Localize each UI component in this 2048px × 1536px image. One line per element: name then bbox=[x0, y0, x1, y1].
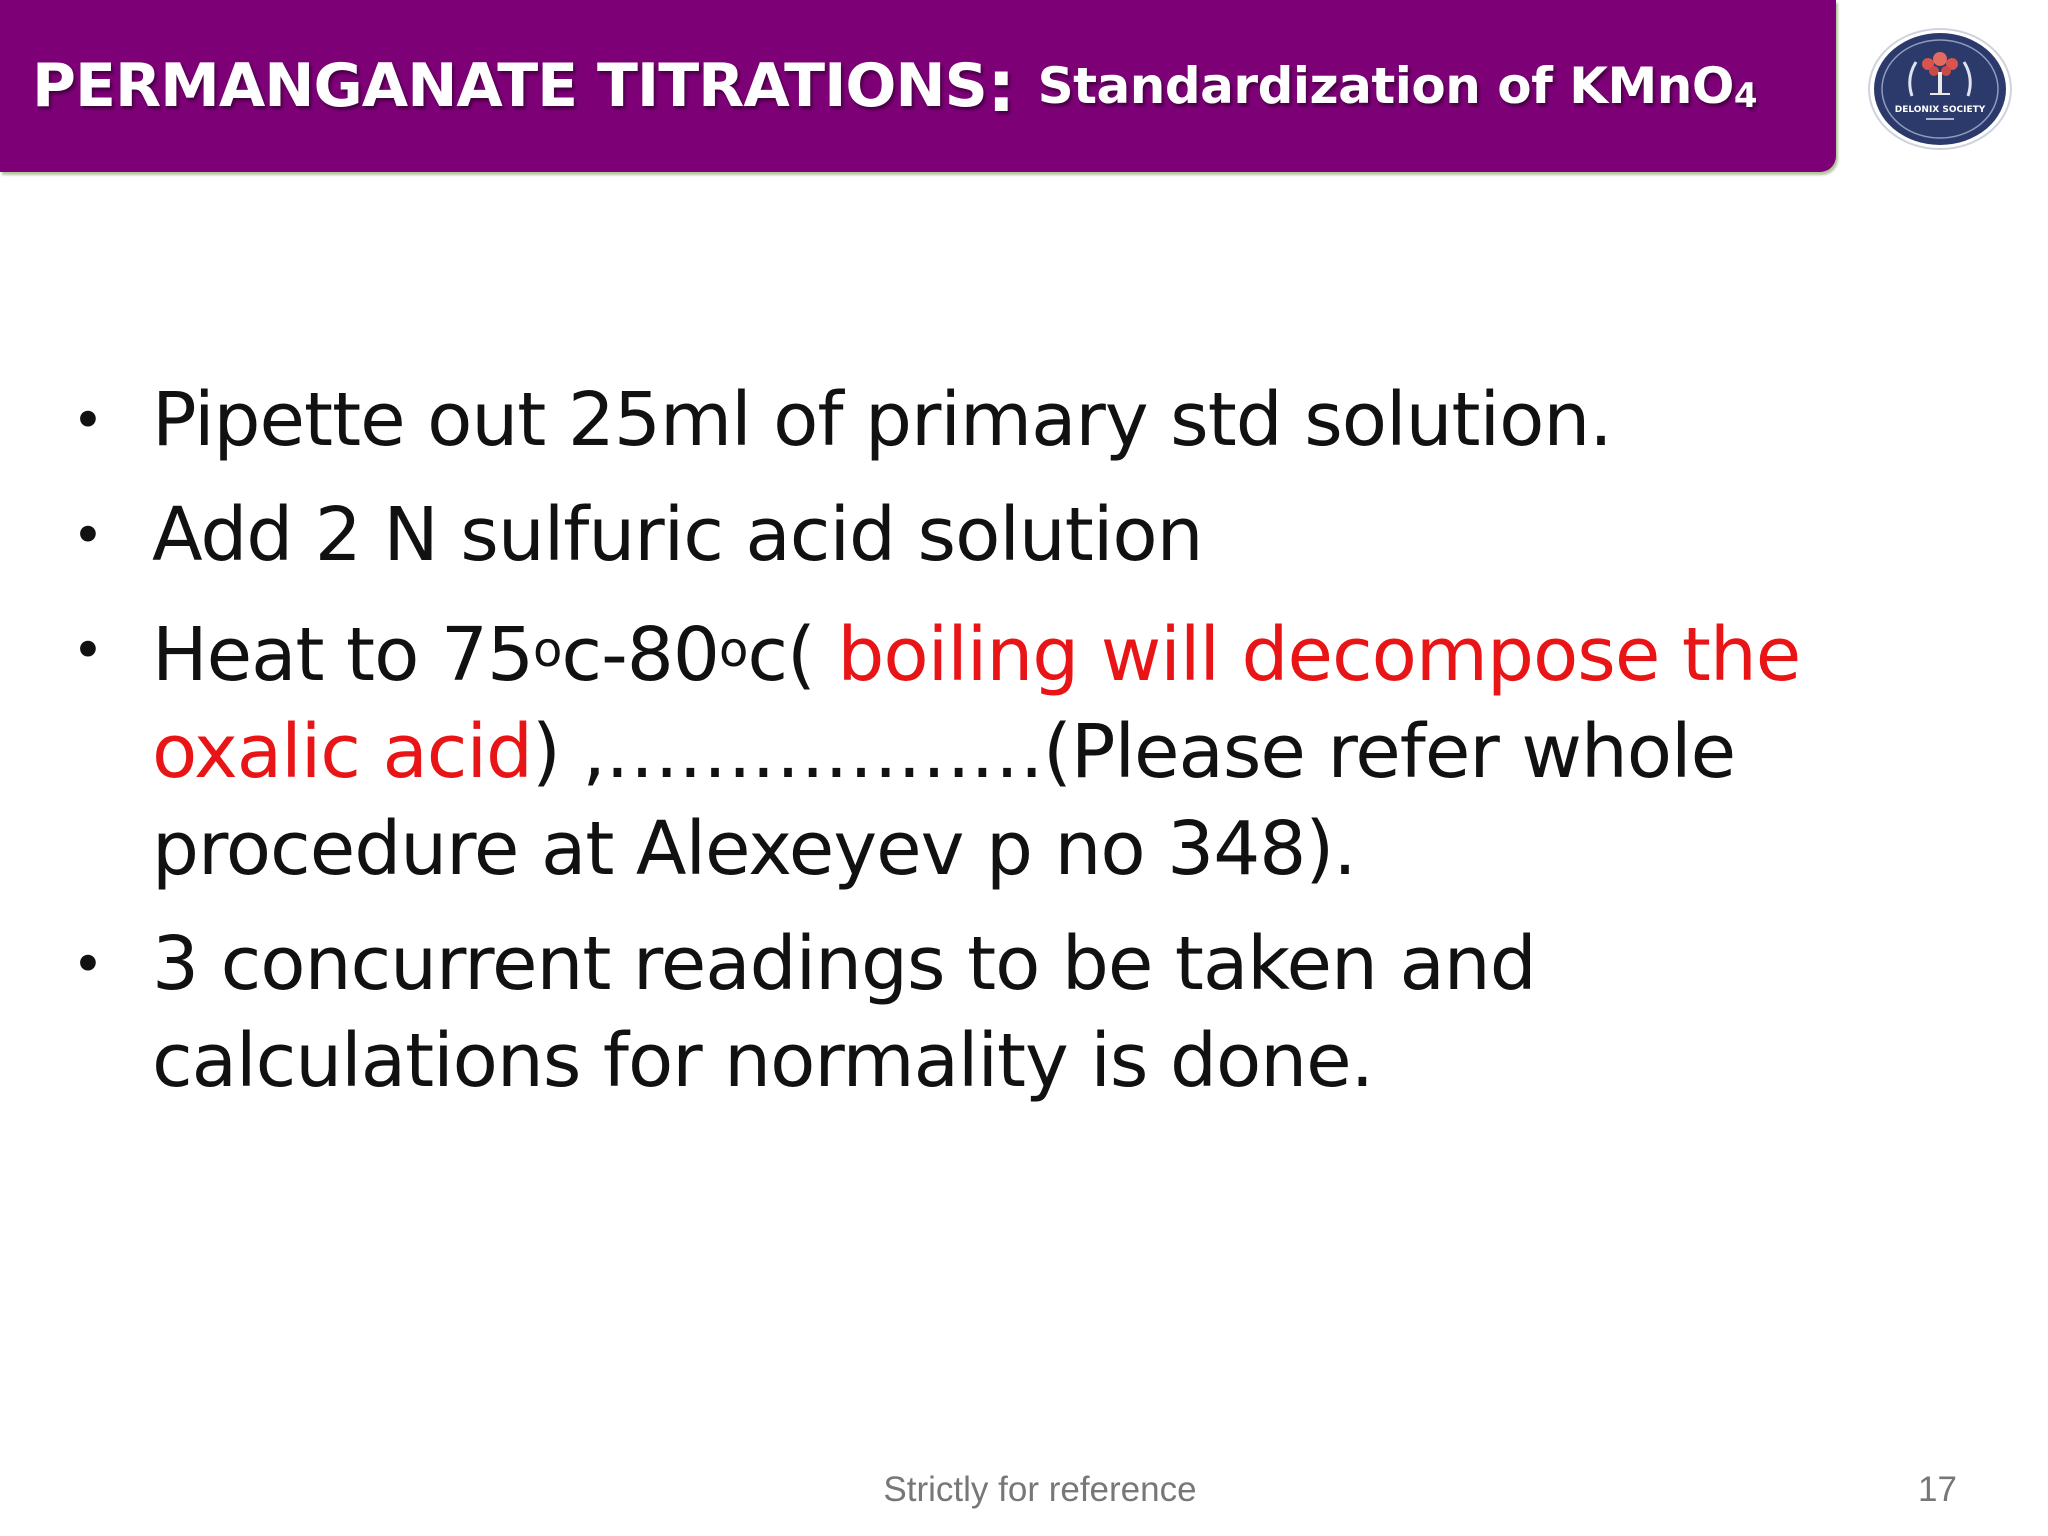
subtitle-text: Standardization of KMnO bbox=[1037, 56, 1734, 115]
bullet-item-1 bbox=[0, 372, 1830, 469]
logo-text: DELONIX SOCIETY bbox=[1894, 105, 1986, 115]
bullet-item-4 bbox=[0, 916, 1830, 1110]
bullet-text: Add 2 N sulfuric acid solution bbox=[152, 492, 1203, 578]
subtitle-subscript: 4 bbox=[1733, 75, 1758, 116]
slide-title: PERMANGANATE TITRATIONS bbox=[32, 51, 987, 121]
title-bar bbox=[0, 0, 1836, 172]
delonix-society-logo bbox=[1866, 26, 2014, 152]
slide-subtitle bbox=[1038, 57, 1757, 116]
bullet-list bbox=[0, 372, 2048, 1128]
emphasis-text: boiling will decompose the oxalic acid bbox=[152, 612, 1801, 795]
page-number: 17 bbox=[1918, 1470, 1957, 1509]
bullet-marker: • bbox=[72, 504, 103, 567]
bullet-text: ) ,………………(Please refer whole procedure at Alexeyev p no 348). bbox=[152, 709, 1736, 892]
degree-symbol: o bbox=[533, 622, 562, 678]
bullet-text: Heat to 75 bbox=[152, 612, 534, 698]
bullet-text: 3 concurrent readings to be taken and calculations for normality is done. bbox=[152, 921, 1536, 1104]
bullet-text: c-80 bbox=[561, 612, 719, 698]
title-colon: : bbox=[986, 44, 1016, 128]
bullet-marker: • bbox=[72, 619, 103, 682]
bullet-text: Pipette out 25ml of primary std solution. bbox=[152, 377, 1612, 463]
bullet-marker: • bbox=[72, 933, 103, 996]
bullet-item-2 bbox=[0, 487, 1830, 584]
bullet-marker: • bbox=[72, 389, 103, 452]
footer-text: Strictly for reference bbox=[883, 1470, 1197, 1509]
degree-symbol: o bbox=[718, 622, 748, 678]
bullet-text: c( bbox=[747, 612, 838, 698]
bullet-item-3 bbox=[0, 602, 1830, 898]
